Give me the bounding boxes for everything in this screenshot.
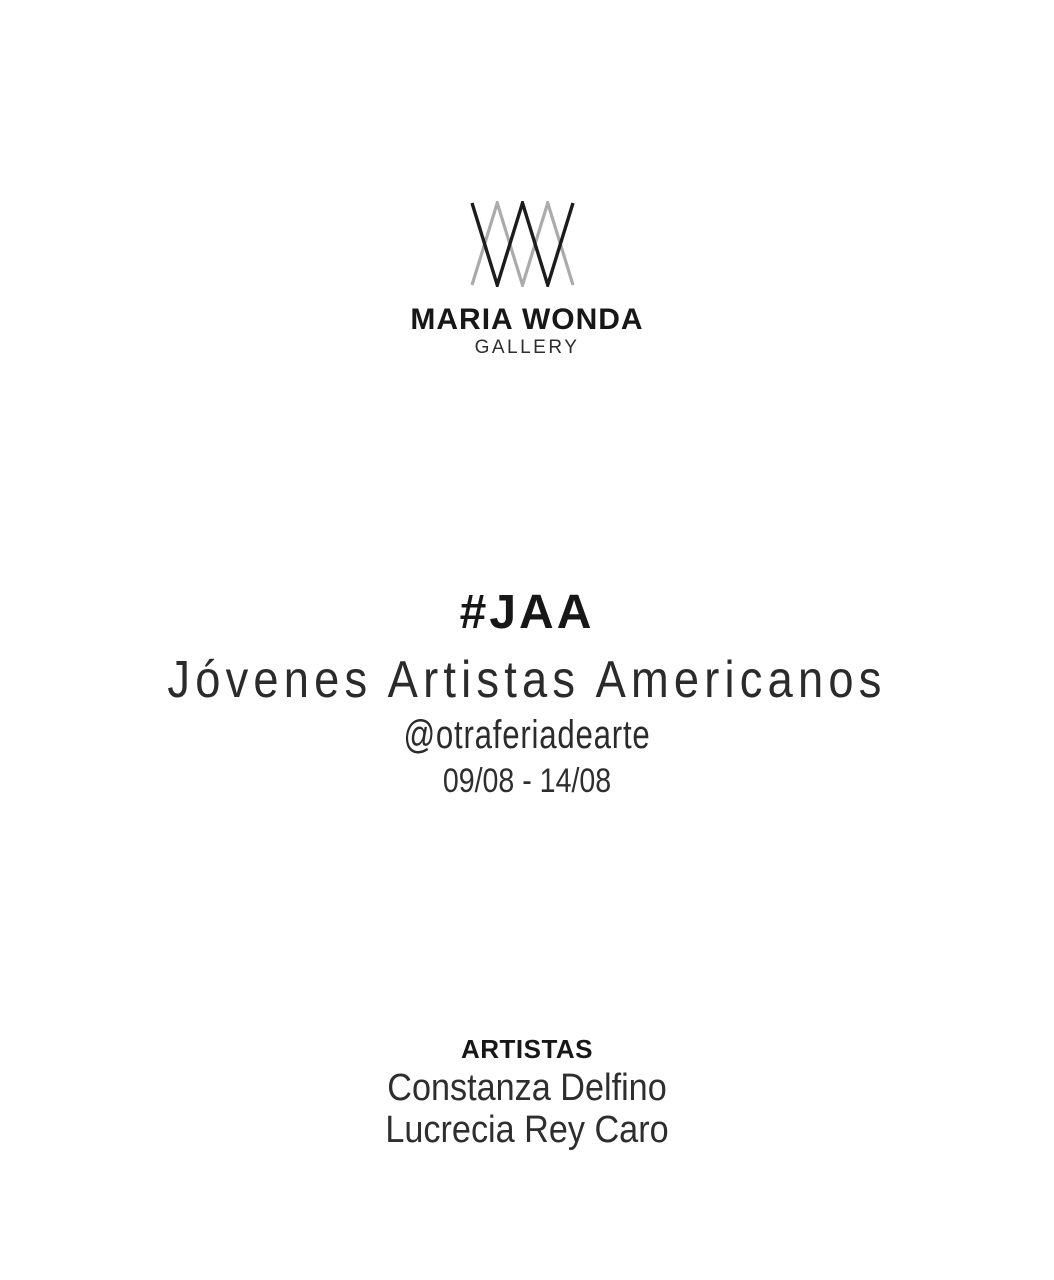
logo-zigzag-gray — [472, 203, 573, 285]
event-instagram-handle: @otraferiadearte — [403, 713, 651, 757]
artist-name: Constanza Delfino — [387, 1067, 667, 1109]
gallery-wordmark: MARIA WONDA — [410, 303, 644, 336]
event-hashtag: #JAA — [459, 586, 595, 639]
logo-zigzag-black — [472, 203, 573, 285]
event-dates: 09/08 - 14/08 — [442, 762, 612, 800]
gallery-wordmark-subtitle: GALLERY — [474, 337, 580, 358]
artists-heading: ARTISTAS — [460, 1034, 594, 1064]
event-title: Jóvenes Artistas Americanos — [167, 651, 887, 709]
maria-wonda-logo-icon — [470, 201, 575, 287]
artist-name: Lucrecia Rey Caro — [385, 1109, 669, 1151]
